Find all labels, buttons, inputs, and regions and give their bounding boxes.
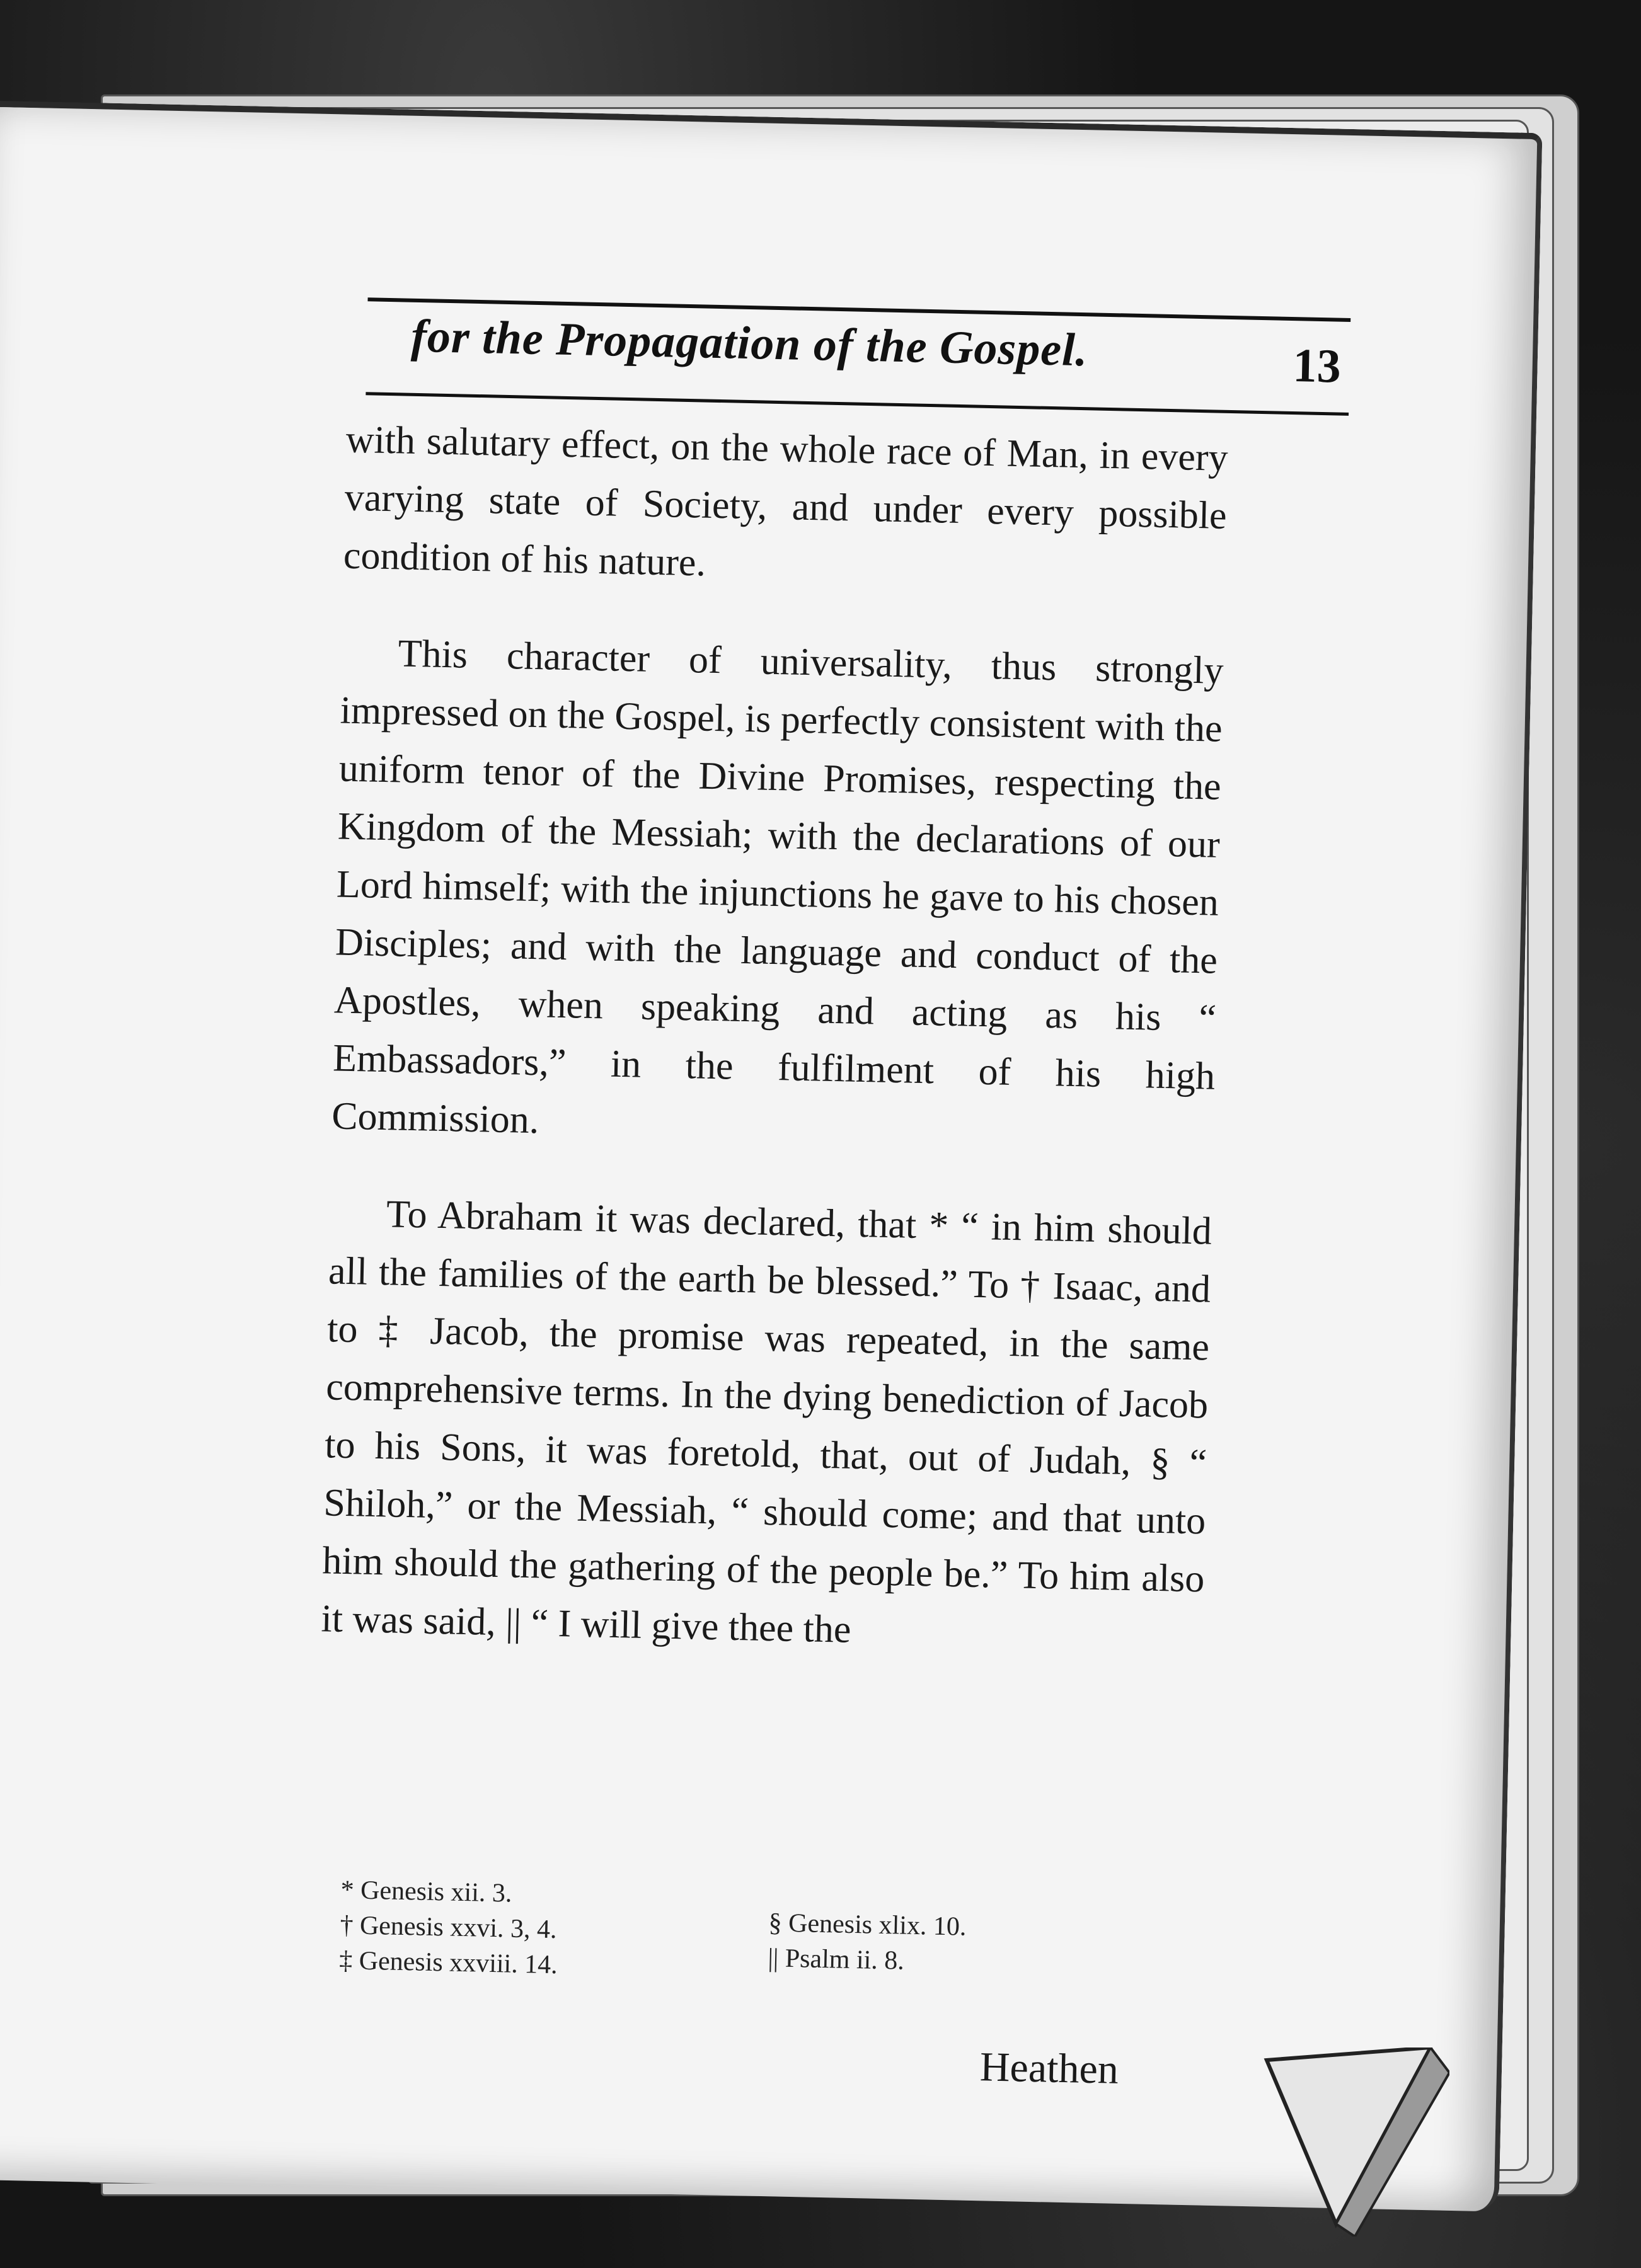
paragraph-continued: with salutary effect, on the whole race of Man, in every varying state of Society, and under every possible condition of his nature. [343, 418, 1229, 585]
footnote: ‡ Genesis xxviii. 14. [338, 1945, 558, 1980]
footnote: || Psalm ii. 8. [768, 1944, 905, 1976]
running-head [366, 297, 1351, 406]
footnotes [338, 1872, 1097, 2027]
footnote: § Genesis xlix. 10. [768, 1908, 967, 1942]
paragraph-universality: This character of universality, thus strongly impressed on the Gospel, is perfectly consistent with the uniform tenor of the Divine Promises, respecting the Kingdom of the Messiah; with the declarations of our Lord himself; with the injunctions he gave to his chosen Disciples; and with the language and conduct of the Apostles, when speaking and acting as his “ Embassadors,” in the fulfilment of his high Commission. [331, 632, 1224, 1142]
footnote: * Genesis xii. 3. [340, 1875, 512, 1908]
body-text [320, 411, 1228, 1705]
footnotes-left-column [339, 1872, 560, 1983]
page-number: 13 [1292, 339, 1342, 393]
footnote: † Genesis xxvi. 3, 4. [339, 1910, 558, 1945]
running-head-title: for the Propagation of the Gospel. [410, 310, 1089, 377]
folded-corner-icon [1260, 2048, 1449, 2236]
catchword: Heathen [979, 2044, 1119, 2093]
book-page [0, 101, 1542, 2212]
header-rule-bottom [366, 392, 1349, 416]
footnotes-right-column [768, 1905, 967, 1980]
paragraph-abraham: To Abraham it was declared, that * “ in him should all the families of the earth be blessed.” To † Isaac, and to ‡ Jacob, the promise was repeated, in the same comprehensive terms. In the dying benediction of Jacob to his Sons, it was foretold, that, out of Judah, § “ Shiloh,” or the Messiah, “ should come; and that unto him should the gathering of the people be.” To him also it was said, || “ I will give thee the [320, 1193, 1212, 1651]
